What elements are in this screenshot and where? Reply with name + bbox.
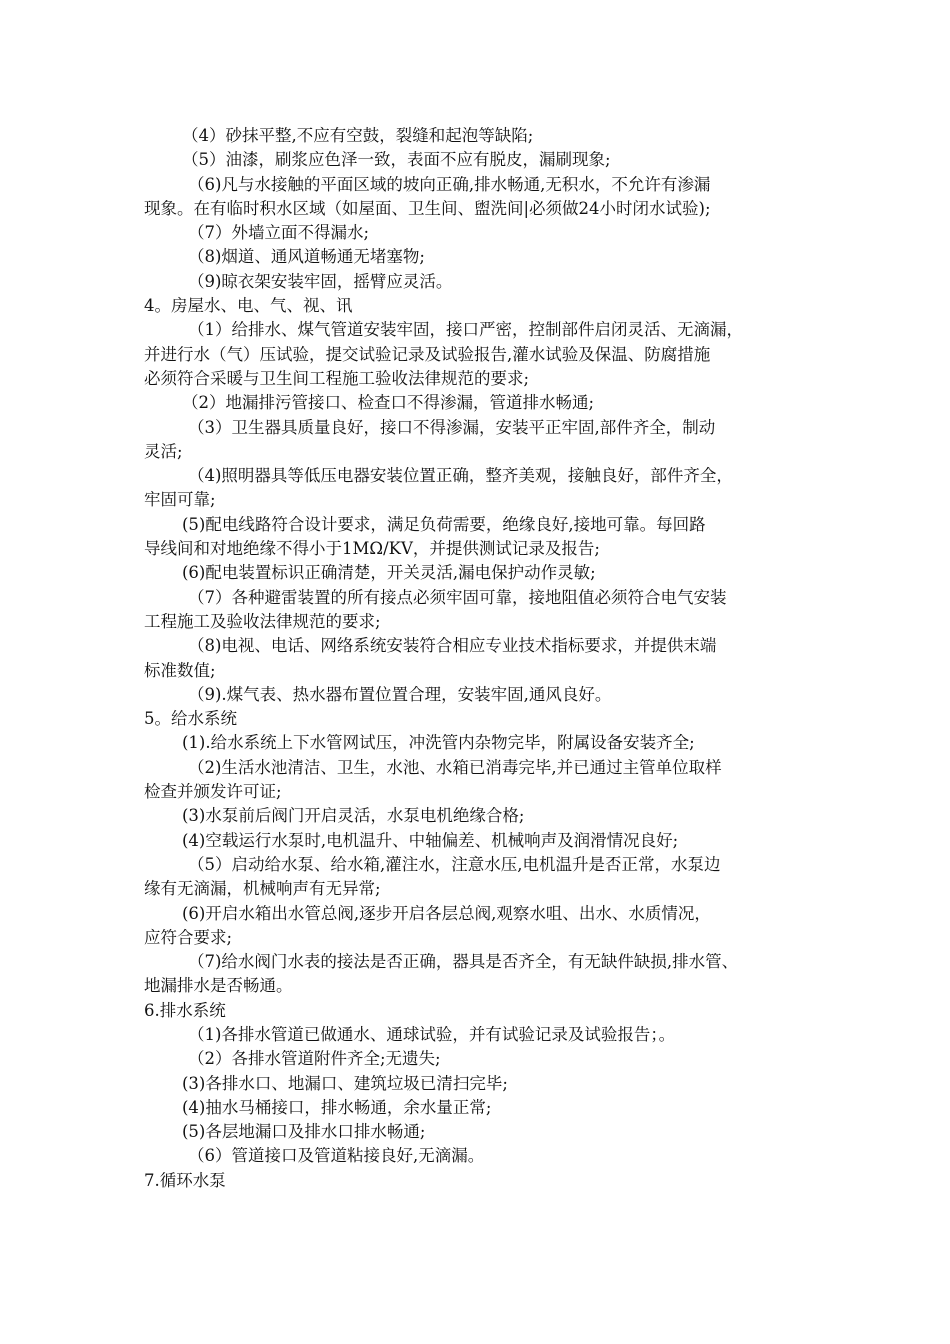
text-line: 灵活; <box>144 441 183 461</box>
text-line: （8)烟道、通风道畅通无堵塞物; <box>188 247 425 267</box>
text-line: （9).煤气表、热水器布置位置合理，安装牢固,通风良好。 <box>188 684 612 704</box>
text-line: （2)生活水池清洁、卫生，水池、水箱已消毒完毕,并已通过主管单位取样 <box>188 757 722 777</box>
text-line: 现象。在有临时积水区域（如屋面、卫生间、盥洗间|必须做24小时闭水试验); <box>144 198 711 218</box>
text-line: （7)给水阀门水表的接法是否正确，器具是否齐全，有无缺件缺损,排水管、 <box>188 952 739 972</box>
text-line: 工程施工及验收法律规范的要求; <box>144 611 381 631</box>
text-line: （4）砂抹平整,不应有空鼓，裂缝和起泡等缺陷; <box>182 126 534 145</box>
text-line: 标准数值; <box>144 660 216 680</box>
text-line: (5)各层地漏口及排水口排水畅通; <box>182 1122 426 1142</box>
text-line: 地漏排水是否畅通。 <box>144 976 293 996</box>
text-line: 7.循环水泵 <box>144 1170 226 1190</box>
text-line: 检查并颁发许可证; <box>144 782 282 802</box>
text-line: （6）管道接口及管道粘接良好,无滴漏。 <box>188 1146 485 1166</box>
text-line: (5)配电线路符合设计要求，满足负荷需要，绝缘良好,接地可靠。每回路 <box>182 514 706 534</box>
text-line: （2）各排水管道附件齐全;无遗失; <box>188 1049 441 1069</box>
text-line: (4)空载运行水泵时,电机温升、中轴偏差、机械响声及润滑情况良好; <box>182 830 679 850</box>
text-line: （3）卫生器具质量良好，接口不得渗漏，安装平正牢固,部件齐全，制动 <box>188 417 716 437</box>
text-line: （2）地漏排污管接口、检查口不得渗漏，管道排水畅通; <box>182 393 595 413</box>
text-line: 6.排水系统 <box>144 1000 226 1020</box>
text-line: （5）油漆，刷浆应色泽一致，表面不应有脱皮，漏刷现象; <box>182 150 611 170</box>
text-line: （4)照明器具等低压电器安装位置正确，整齐美观，接触良好，部件齐全， <box>188 466 733 486</box>
text-line: 导线间和对地绝缘不得小于1MΩ/KV，并提供测试记录及报告; <box>144 539 600 559</box>
document-body <box>144 124 824 1193</box>
text-line: （7）各种避雷装置的所有接点必须牢固可靠，接地阻值必须符合电气安装 <box>188 587 727 607</box>
text-line: （8)电视、电话、网络系统安装符合相应专业技术指标要求，并提供末端 <box>188 636 717 656</box>
text-line: （1）给排水、煤气管道安装牢固，接口严密，控制部件启闭灵活、无滴漏， <box>188 320 743 340</box>
text-line: (4)抽水马桶接口，排水畅通，余水量正常; <box>182 1097 492 1117</box>
text-line: （7）外墙立面不得漏水; <box>188 223 370 243</box>
text-line: 应符合要求; <box>144 927 233 947</box>
text-line: 4。房屋水、电、气、视、讯 <box>144 296 353 316</box>
text-line: (3)各排水口、地漏口、建筑垃圾已清扫完毕; <box>182 1073 508 1093</box>
text-line: （5）启动给水泵、给水箱,灌注水，注意水压,电机温升是否正常，水泵边 <box>188 854 721 874</box>
text-line: 并进行水（气）压试验，提交试验记录及试验报告,灌水试验及保温、防腐措施 <box>144 344 711 364</box>
text-line: （6)凡与水接触的平面区域的坡向正确,排水畅通,无积水，不允许有渗漏 <box>188 174 711 194</box>
text-line: (1).给水系统上下水管网试压，冲洗管内杂物完毕，附属设备安装齐全; <box>182 733 695 753</box>
text-line: 缘有无滴漏，机械响声有无异常; <box>144 879 381 899</box>
text-line: (6)开启水箱出水管总阀,逐步开启各层总阀,观察水咀、出水、水质情况， <box>182 903 711 923</box>
text-line: 必须符合采暖与卫生间工程施工验收法律规范的要求; <box>144 368 530 388</box>
text-line: （9)晾衣架安装牢固，摇臂应灵活。 <box>188 271 453 291</box>
text-line: 5。给水系统 <box>144 709 237 729</box>
text-line: (6)配电装置标识正确清楚，开关灵活,漏电保护动作灵敏; <box>182 563 596 583</box>
text-line: 牢固可靠; <box>144 490 216 510</box>
text-line: (3)水泵前后阀门开启灵活，水泵电机绝缘合格; <box>182 806 525 826</box>
text-line: （1)各排水管道已做通水、通球试验，并有试验记录及试验报告；。 <box>188 1024 676 1044</box>
